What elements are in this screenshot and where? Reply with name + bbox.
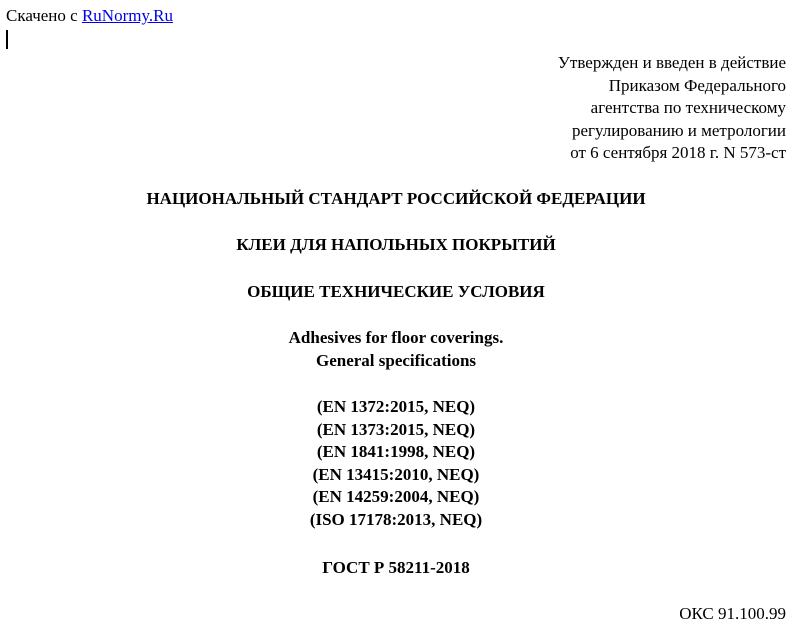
standard-title xyxy=(0,234,792,257)
source-line xyxy=(6,5,173,27)
source-link[interactable]: RuNormy.Ru xyxy=(81,6,173,25)
standard-title-text: КЛЕИ ДЛЯ НАПОЛЬНЫХ ПОКРЫТИЙ xyxy=(236,235,556,254)
title-en-line: General specifications xyxy=(315,350,477,370)
reference-item: (EN 1373:2015, NEQ) xyxy=(316,419,476,439)
reference-standards xyxy=(0,396,792,531)
standard-designation xyxy=(0,557,792,580)
standard-title-en xyxy=(0,327,792,372)
classification-code: ОКС 91.100.99 xyxy=(679,604,786,623)
standard-subtitle xyxy=(0,281,792,304)
reference-item: (EN 1372:2015, NEQ) xyxy=(316,397,476,416)
standard-designation-text: ГОСТ Р 58211-2018 xyxy=(322,558,470,577)
reference-item: (EN 14259:2004, NEQ) xyxy=(312,487,480,506)
standard-type-title-text: НАЦИОНАЛЬНЫЙ СТАНДАРТ РОССИЙСКОЙ ФЕДЕРАЦИИ xyxy=(146,189,646,208)
reference-item: (EN 1841:1998, NEQ) xyxy=(316,442,476,461)
standard-subtitle-text: ОБЩИЕ ТЕХНИЧЕСКИЕ УСЛОВИЯ xyxy=(247,282,545,301)
reference-item: (ISO 17178:2013, NEQ) xyxy=(309,509,483,529)
approval-line: агентства по техническому xyxy=(590,98,786,117)
approval-line: регулированию и метрологии xyxy=(571,120,786,140)
approval-block xyxy=(558,52,786,165)
standard-type-title xyxy=(0,188,792,211)
reference-item: (EN 13415:2010, NEQ) xyxy=(312,464,480,484)
approval-line: Утвержден и введен в действие xyxy=(557,53,786,72)
approval-line: от 6 сентября 2018 г. N 573-ст xyxy=(570,143,786,162)
approval-line: Приказом Федерального xyxy=(608,75,786,95)
title-en-line: Adhesives for floor coverings. xyxy=(288,328,504,347)
text-cursor xyxy=(6,30,8,49)
source-prefix: Скачено с xyxy=(6,6,78,25)
